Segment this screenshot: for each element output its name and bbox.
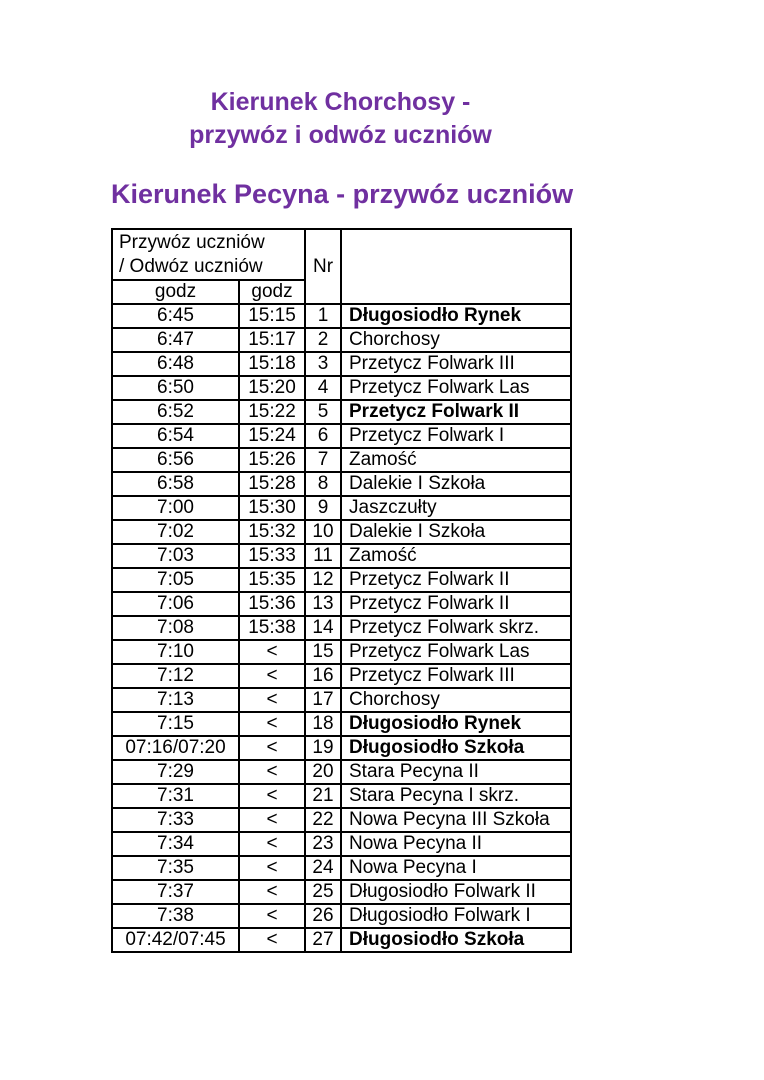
stop-name: Nowa Pecyna II [341,832,571,856]
stop-name: Długosiodło Szkoła [341,928,571,952]
table-row [112,352,571,376]
header-przywoz-odwoz [112,229,305,280]
time-przywoz: 7:33 [112,808,239,832]
stop-name: Przetycz Folwark II [341,592,571,616]
stop-name: Dalekie I Szkoła [341,472,571,496]
header-group-line2: / Odwóz uczniów [119,255,263,277]
stop-number: 2 [305,328,341,352]
header-godz-odwoz: godz [239,280,305,304]
table-row [112,616,571,640]
stop-number: 22 [305,808,341,832]
table-row [112,904,571,928]
time-przywoz: 7:15 [112,712,239,736]
time-przywoz: 7:00 [112,496,239,520]
table-row [112,712,571,736]
time-odwoz: < [239,928,305,952]
time-przywoz: 7:29 [112,760,239,784]
table-row [112,640,571,664]
header-godz-przywoz: godz [112,280,239,304]
stop-name: Zamość [341,544,571,568]
time-odwoz: 15:22 [239,400,305,424]
time-przywoz: 7:38 [112,904,239,928]
table-row [112,808,571,832]
stop-name: Przetycz Folwark III [341,352,571,376]
stop-name: Długosiodło Rynek [341,712,571,736]
time-przywoz: 6:54 [112,424,239,448]
stop-number: 16 [305,664,341,688]
table-row [112,760,571,784]
stop-number: 5 [305,400,341,424]
time-przywoz: 7:05 [112,568,239,592]
stop-number: 4 [305,376,341,400]
time-przywoz: 7:35 [112,856,239,880]
stop-name: Zamość [341,448,571,472]
time-przywoz: 6:56 [112,448,239,472]
table-row [112,376,571,400]
table-row [112,856,571,880]
table-row [112,328,571,352]
time-przywoz: 7:34 [112,832,239,856]
stop-name: Przetycz Folwark Las [341,640,571,664]
stop-name: Długosiodło Folwark I [341,904,571,928]
stop-name: Nowa Pecyna I [341,856,571,880]
stop-number: 23 [305,832,341,856]
table-row [112,928,571,952]
time-odwoz: < [239,856,305,880]
time-odwoz: 15:26 [239,448,305,472]
stop-name: Dalekie I Szkoła [341,520,571,544]
table-row [112,592,571,616]
time-przywoz: 7:10 [112,640,239,664]
time-odwoz: 15:30 [239,496,305,520]
time-odwoz: 15:35 [239,568,305,592]
time-przywoz: 6:58 [112,472,239,496]
table-row [112,472,571,496]
table-row [112,304,571,328]
header-nr: Nr [305,229,341,304]
time-przywoz: 7:02 [112,520,239,544]
time-przywoz: 6:45 [112,304,239,328]
time-przywoz: 7:31 [112,784,239,808]
stop-number: 26 [305,904,341,928]
stop-name: Stara Pecyna II [341,760,571,784]
table-row [112,664,571,688]
stop-number: 9 [305,496,341,520]
time-odwoz: 15:38 [239,616,305,640]
table-row [112,688,571,712]
bus-timetable [111,228,572,953]
stop-name: Chorchosy [341,328,571,352]
time-odwoz: < [239,760,305,784]
stop-number: 15 [305,640,341,664]
time-odwoz: 15:18 [239,352,305,376]
stop-number: 13 [305,592,341,616]
time-przywoz: 07:16/07:20 [112,736,239,760]
time-odwoz: 15:20 [239,376,305,400]
stop-number: 1 [305,304,341,328]
stop-name: Długosiodło Rynek [341,304,571,328]
table-row [112,520,571,544]
stop-number: 27 [305,928,341,952]
time-odwoz: 15:24 [239,424,305,448]
page-content [111,0,574,953]
page-title-line2: przywóz i odwóz uczniów [189,121,492,149]
time-odwoz: < [239,904,305,928]
stop-name: Przetycz Folwark III [341,664,571,688]
stop-number: 24 [305,856,341,880]
header-row-group [112,229,571,280]
time-odwoz: < [239,736,305,760]
table-row [112,448,571,472]
time-przywoz: 6:50 [112,376,239,400]
header-stop-name [341,229,571,304]
time-odwoz: < [239,832,305,856]
time-odwoz: < [239,808,305,832]
time-przywoz: 6:52 [112,400,239,424]
stop-number: 21 [305,784,341,808]
table-row [112,496,571,520]
time-przywoz: 7:13 [112,688,239,712]
timetable-body [112,304,571,952]
stop-number: 12 [305,568,341,592]
time-odwoz: 15:36 [239,592,305,616]
table-row [112,736,571,760]
stop-number: 6 [305,424,341,448]
stop-number: 14 [305,616,341,640]
stop-number: 25 [305,880,341,904]
table-row [112,784,571,808]
timetable-head [112,229,571,304]
page-title-line1: Kierunek Chorchosy - [210,88,471,116]
time-odwoz: 15:28 [239,472,305,496]
table-row [112,424,571,448]
stop-number: 10 [305,520,341,544]
time-przywoz: 7:06 [112,592,239,616]
section-title: Kierunek Pecyna - przywóz uczniów [111,179,574,209]
stop-number: 20 [305,760,341,784]
stop-name: Długosiodło Szkoła [341,736,571,760]
stop-name: Przetycz Folwark I [341,424,571,448]
time-odwoz: 15:33 [239,544,305,568]
stop-name: Jaszczułty [341,496,571,520]
header-group-line1: Przywóz uczniów [119,231,265,253]
stop-number: 7 [305,448,341,472]
time-odwoz: < [239,664,305,688]
stop-name: Nowa Pecyna III Szkoła [341,808,571,832]
time-przywoz: 7:37 [112,880,239,904]
time-odwoz: < [239,880,305,904]
table-row [112,568,571,592]
stop-number: 11 [305,544,341,568]
time-odwoz: < [239,712,305,736]
stop-name: Przetycz Folwark Las [341,376,571,400]
stop-number: 3 [305,352,341,376]
stop-name: Długosiodło Folwark II [341,880,571,904]
stop-name: Przetycz Folwark II [341,568,571,592]
page-title [111,86,570,152]
time-odwoz: < [239,784,305,808]
stop-number: 19 [305,736,341,760]
stop-name: Przetycz Folwark skrz. [341,616,571,640]
time-odwoz: < [239,640,305,664]
stop-number: 18 [305,712,341,736]
table-row [112,880,571,904]
stop-name: Przetycz Folwark II [341,400,571,424]
stop-name: Chorchosy [341,688,571,712]
time-przywoz: 07:42/07:45 [112,928,239,952]
time-odwoz: < [239,688,305,712]
time-odwoz: 15:32 [239,520,305,544]
stop-number: 17 [305,688,341,712]
stop-number: 8 [305,472,341,496]
time-przywoz: 7:03 [112,544,239,568]
time-przywoz: 7:08 [112,616,239,640]
time-przywoz: 6:47 [112,328,239,352]
time-odwoz: 15:15 [239,304,305,328]
table-row [112,544,571,568]
table-row [112,400,571,424]
table-row [112,832,571,856]
time-odwoz: 15:17 [239,328,305,352]
stop-name: Stara Pecyna I skrz. [341,784,571,808]
time-przywoz: 7:12 [112,664,239,688]
time-przywoz: 6:48 [112,352,239,376]
